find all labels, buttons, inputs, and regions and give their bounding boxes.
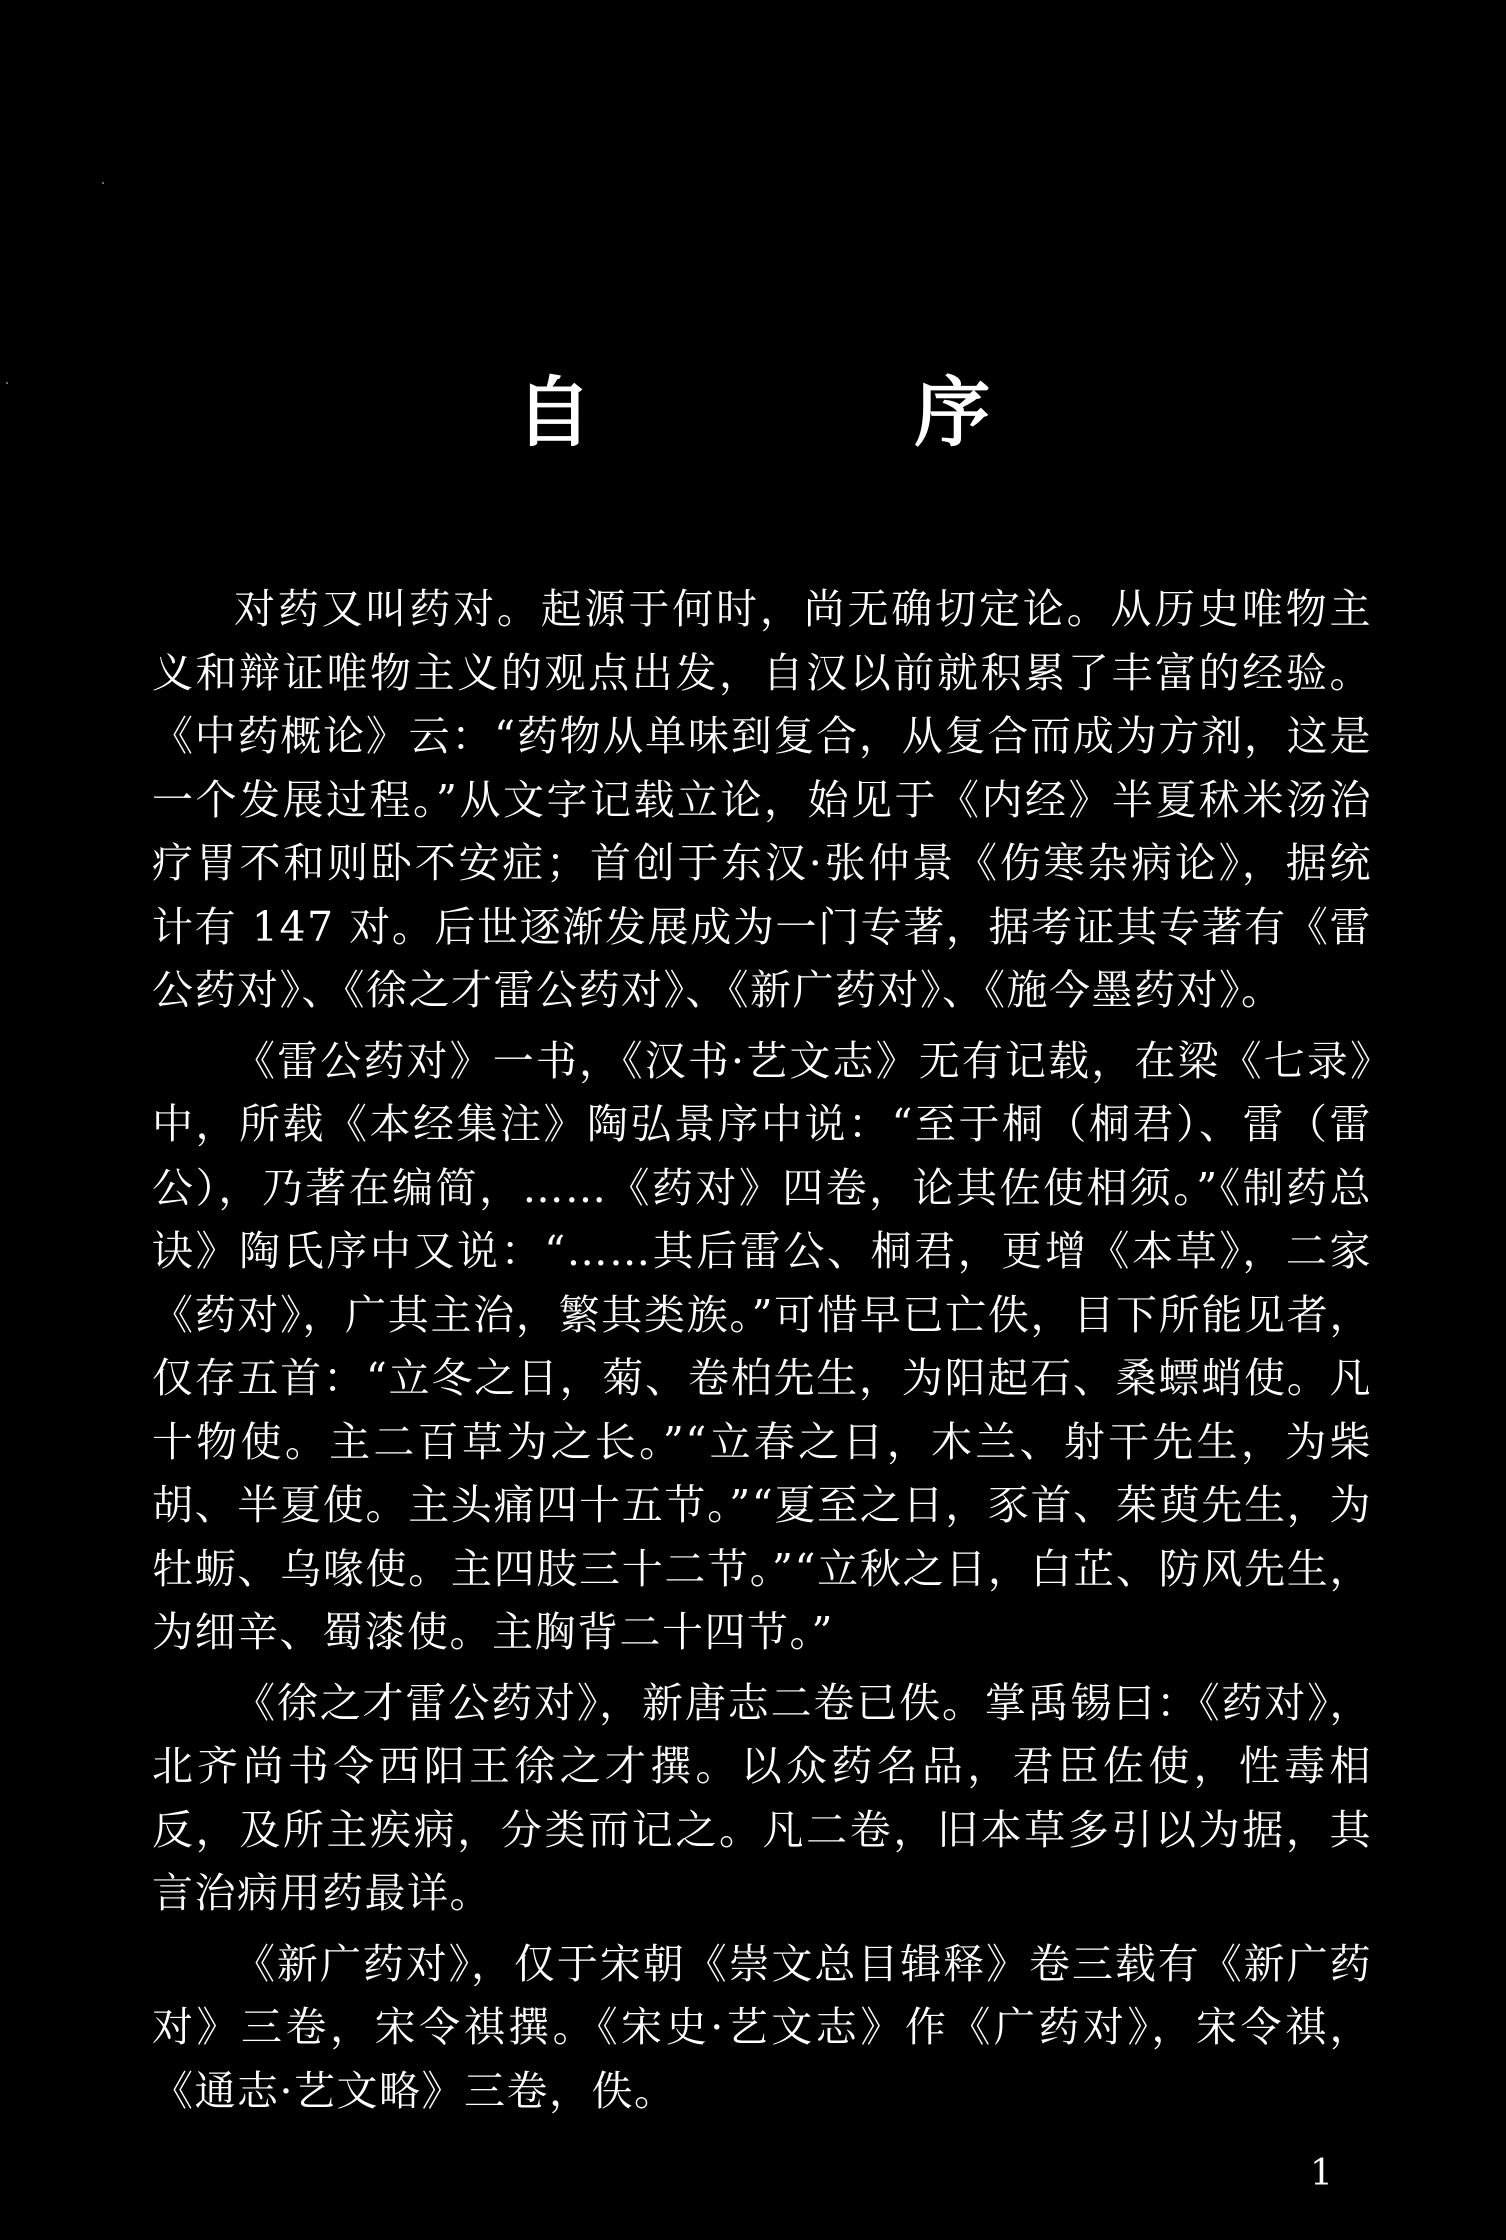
page-title: 自 序 [515, 368, 1139, 457]
preface-body [152, 578, 1372, 2130]
paragraph-4: 《新广药对》，仅于宋朝《崇文总目辑释》卷三载有《新广药对》三卷，宋令祺撰。《宋史·艺文志》作《广药对》，宋令祺，《通志·艺文略》三卷，佚。 [152, 1939, 1372, 2115]
paragraph-2: 《雷公药对》一书，《汉书·艺文志》无有记载，在梁《七录》中，所载《本经集注》陶弘景序中说：“至于桐（桐君）、雷（雷公），乃著在编简，……《药对》四卷，论其佐使相须。”《制药总诀》陶氏序中又说：“……其后雷公、桐君，更增《本草》，二家《药对》，广其主治，繁其类族。”可惜早已亡佚，目下所能见者，仅存五首：“立冬之日，菊、卷柏先生，为阳起石、桑螵蛸使。凡十物使。主二百草为之长。”“立春之日，木兰、射干先生，为柴胡、半夏使。主头痛四十五节。”“夏至之日，豕首、茱萸先生，为牡蛎、乌喙使。主四肢三十二节。”“立秋之日，白芷、防风先生，为细辛、蜀漆使。主胸背二十四节。” [152, 1036, 1372, 1656]
paragraph-1: 对药又叫药对。起源于何时，尚无确切定论。从历史唯物主义和辩证唯物主义的观点出发，自汉以前就积累了丰富的经验。《中药概论》云：“药物从单味到复合，从复合而成为方剂，这是一个发展过程。”从文字记载立论，始见于《内经》半夏秫米汤治疗胃不和则卧不安症；首创于东汉·张仲景《伤寒杂病论》，据统计有 147 对。后世逐渐发展成为一门专著，据考证其专著有《雷公药对》、《徐之才雷公药对》、《新广药对》、《施今墨药对》。 [152, 585, 1372, 1014]
page-number: 1 [1310, 2153, 1333, 2194]
paragraph-3: 《徐之才雷公药对》，新唐志二卷已佚。掌禹锡曰：《药对》，北齐尚书令西阳王徐之才撰。以众药名品，君臣佐使，性毒相反，及所主疾病，分类而记之。凡二卷，旧本草多引以为据，其言治病用药最详。 [152, 1678, 1372, 1917]
scan-speck [102, 182, 104, 184]
